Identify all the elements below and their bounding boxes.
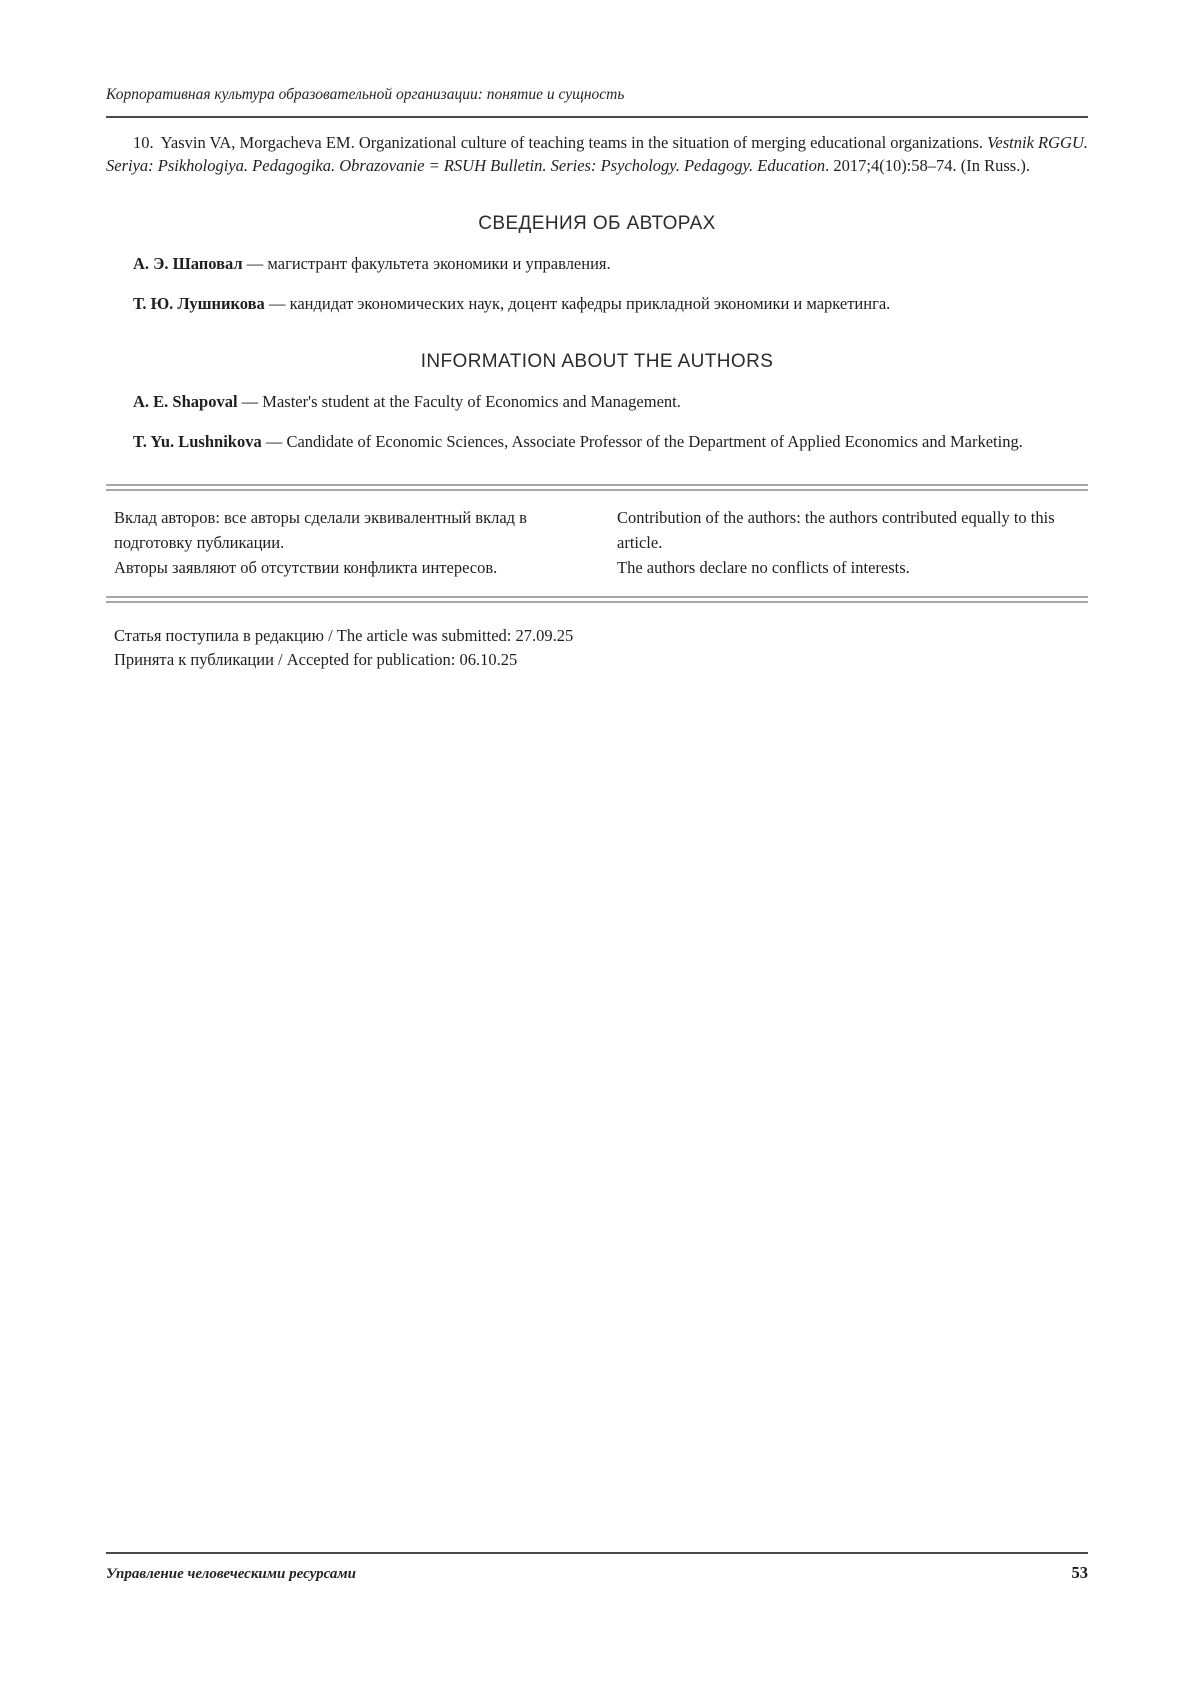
reference-text-roman-tail: . 2017;4(10):58–74. (In Russ.). — [825, 156, 1030, 175]
footer-row — [106, 1563, 1088, 1583]
contribution-ru-statement: Вклад авторов: все авторы сделали эквивалентный вклад в подготовку публикации. — [114, 508, 527, 552]
footer-rule — [106, 1552, 1088, 1554]
submitted-date-line: Статья поступила в редакцию / The article was submitted: 27.09.25 — [114, 626, 574, 645]
author-name: А. Э. Шаповал — [133, 254, 243, 273]
conflict-ru-statement: Авторы заявляют об отсутствии конфликта интересов. — [114, 558, 498, 577]
contribution-block — [106, 484, 1088, 603]
article-dates — [106, 624, 1088, 672]
reference-entry — [106, 131, 1088, 177]
author-line-en — [106, 390, 1088, 413]
page-footer — [106, 1552, 1088, 1583]
author-dash: — — [237, 392, 263, 411]
double-rule-top — [106, 484, 1088, 491]
author-line-ru — [106, 292, 1088, 315]
accepted-date-line: Принята к публикации / Accepted for publication: 06.10.25 — [114, 650, 518, 669]
footer-section-title: Управление человеческими ресурсами — [106, 1566, 356, 1582]
author-line-ru — [106, 252, 1088, 275]
running-header: Корпоративная культура образовательной организации: понятие и сущность — [106, 86, 625, 103]
author-description: Candidate of Economic Sciences, Associate Professor of the Department of Applied Economics and Marketing. — [286, 432, 1023, 451]
conflict-en-statement: The authors declare no conflicts of interests. — [617, 558, 910, 577]
header-rule — [106, 116, 1088, 118]
section-heading-authors-en: INFORMATION ABOUT THE AUTHORS — [420, 351, 774, 372]
author-name: T. Yu. Lushnikova — [133, 432, 262, 451]
reference-text-italic: Vestnik RGGU. Seriya: Psikhologiya. Pedagogika. Obrazovanie = RSUH Bulletin. Series: Psychology. Pedagogy. Education — [106, 133, 1088, 175]
author-description: магистрант факультета экономики и управления. — [267, 254, 611, 273]
reference-number: 10. — [133, 133, 154, 152]
author-dash: — — [242, 254, 268, 273]
author-dash: — — [264, 294, 290, 313]
section-heading-authors-ru: СВЕДЕНИЯ ОБ АВТОРАХ — [478, 213, 716, 234]
author-description: кандидат экономических наук, доцент кафедры прикладной экономики и маркетинга. — [289, 294, 891, 313]
author-description: Master's student at the Faculty of Economics and Management. — [262, 392, 681, 411]
contribution-column-ru — [114, 505, 581, 580]
author-name: Т. Ю. Лушникова — [133, 294, 265, 313]
author-dash: — — [261, 432, 287, 451]
reference-text-roman: Yasvin VA, Morgacheva EM. Organizational culture of teaching teams in the situation of merging educational organizations. — [160, 133, 988, 152]
page-number: 53 — [1071, 1563, 1088, 1582]
author-name: A. E. Shapoval — [133, 392, 238, 411]
page-content — [106, 0, 1088, 672]
contribution-columns — [106, 491, 1088, 596]
contribution-column-en — [617, 505, 1084, 580]
author-line-en — [106, 430, 1088, 453]
contribution-en-statement: Contribution of the authors: the authors contributed equally to this article. — [617, 508, 1055, 552]
double-rule-bottom — [106, 596, 1088, 603]
